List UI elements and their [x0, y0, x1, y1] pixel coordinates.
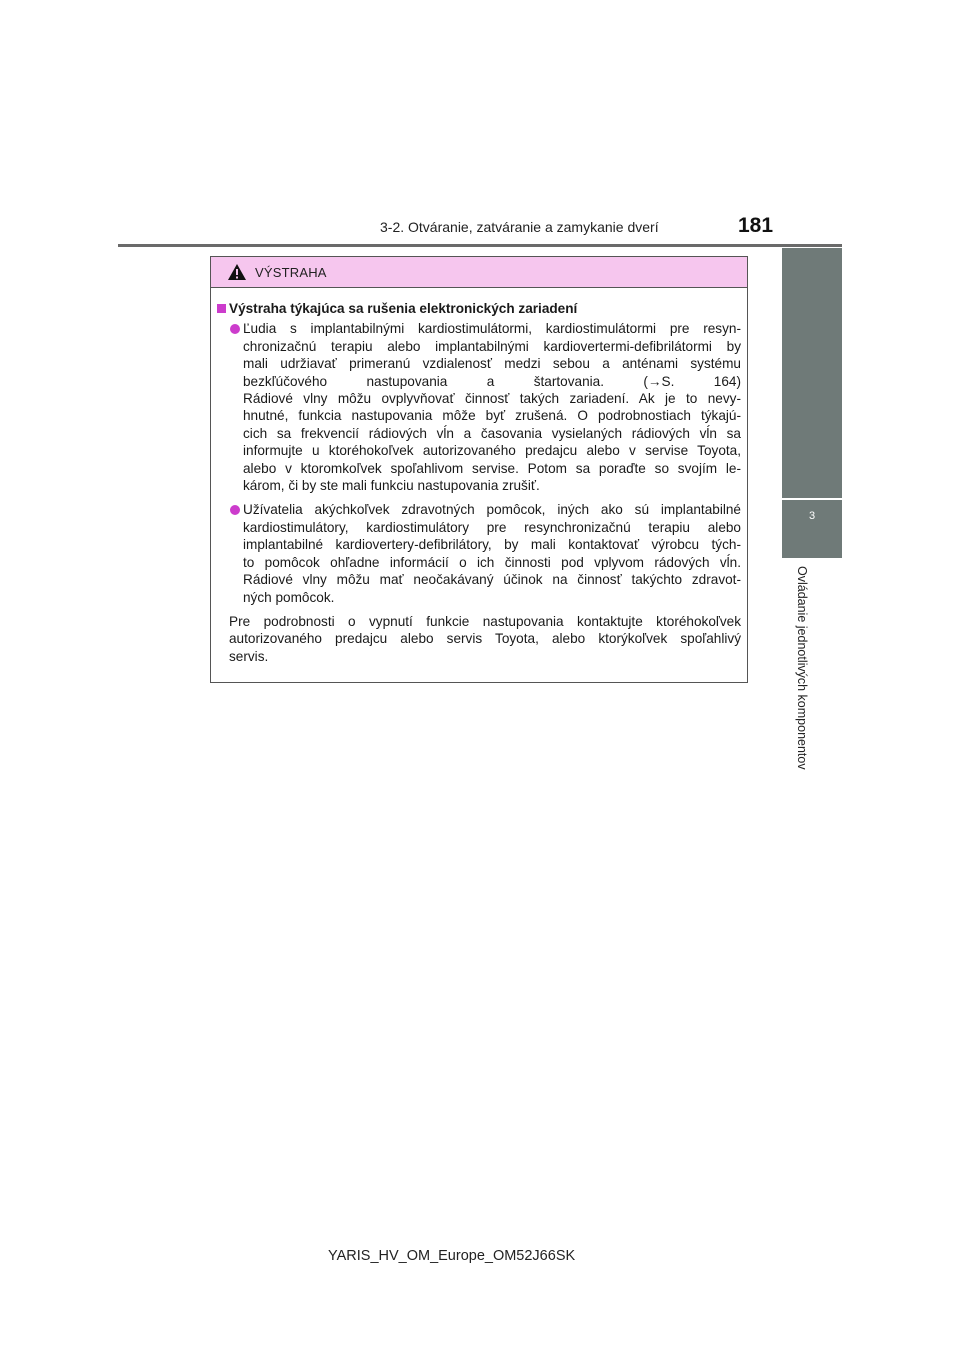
text-line: cich sa frekvencií rádiových vĺn a časovania vysielaných rádiových vĺn sa — [243, 425, 741, 441]
chapter-title: Ovládanie jednotlivých komponentov — [795, 566, 809, 770]
header-divider — [118, 244, 842, 247]
warning-label: VÝSTRAHA — [255, 264, 327, 280]
text-line: kardiostimulátory, kardiostimulátory pre resynchronizačnú terapiu alebo — [243, 519, 741, 535]
section-title-text: Výstraha týkajúca sa rušenia elektronických zariadení — [229, 301, 578, 316]
side-bar — [782, 248, 842, 498]
warning-note — [217, 613, 741, 665]
text-line: Rádiové vlny môžu ovplyvňovať činnosť takých zariadení. Ak je to nevy- — [243, 391, 741, 407]
warning-body — [211, 288, 747, 665]
text-line: bezkľúčového nastupovania a štartovania. (→S. 164) — [243, 373, 741, 389]
page-number: 181 — [738, 214, 774, 237]
chapter-number: 3 — [808, 510, 816, 522]
warning-box — [210, 256, 748, 683]
warning-section-title — [217, 300, 741, 317]
square-bullet-icon — [217, 304, 226, 313]
text-line: Pre podrobnosti o vypnutí funkcie nastupovania kontaktujte ktoréhokoľvek — [229, 613, 741, 629]
text-line: servis. — [229, 648, 269, 664]
text-line: károm, či by ste mali funkciu nastupovania zrušiť. — [243, 478, 540, 494]
round-bullet-icon — [230, 505, 240, 515]
text-line: autorizovaného predajcu alebo servis Toyota, alebo ktorýkoľvek spoľahlivý — [229, 631, 741, 647]
warning-triangle-icon — [227, 263, 247, 281]
text-line: informujte u ktoréhokoľvek autorizovaného predajcu alebo v servise Toyota, — [243, 443, 741, 459]
text-line: implantabilné kardiovertery-defibrilátory, by mali kontaktovať výrobcu tých- — [243, 537, 741, 553]
document-code: YARIS_HV_OM_Europe_OM52J66SK — [328, 1248, 576, 1264]
text-line: mali udržiavať primeranú vzdialenosť medzi sebou a anténami systému — [243, 356, 741, 372]
warning-header — [211, 257, 747, 288]
text-line: ných pomôcok. — [243, 589, 335, 605]
text-line: Užívatelia akýchkoľvek zdravotných pomôcok, iných ako sú implantabilné — [243, 502, 741, 518]
warning-list-item — [217, 320, 741, 494]
section-heading: 3-2. Otváranie, zatváranie a zamykanie dverí — [380, 219, 659, 235]
round-bullet-icon — [230, 324, 240, 334]
text-line: Rádiové vlny môžu mať neočakávaný účinok na činnosť takýchto zdravot- — [243, 572, 741, 588]
text-line: alebo v ktoromkoľvek spoľahlivom servise. Potom sa poraďte so svojím le- — [243, 460, 741, 476]
text-line: Ľudia s implantabilnými kardiostimulátormi, kardiostimulátormi pre resyn- — [243, 321, 741, 337]
chapter-tab — [782, 500, 842, 558]
warning-list-item — [217, 501, 741, 605]
text-line: hnutné, funkcia nastupovania môže byť zrušená. O podrobnostiach týkajú- — [243, 408, 741, 424]
text-line: chronizačnú terapiu alebo implantabilnými kardiovertermi-defibrilátormi by — [243, 338, 741, 354]
text-line: to pomôcok ohľadne informácií o ich činnosti pod vplyvom rádových vĺn. — [243, 554, 741, 570]
